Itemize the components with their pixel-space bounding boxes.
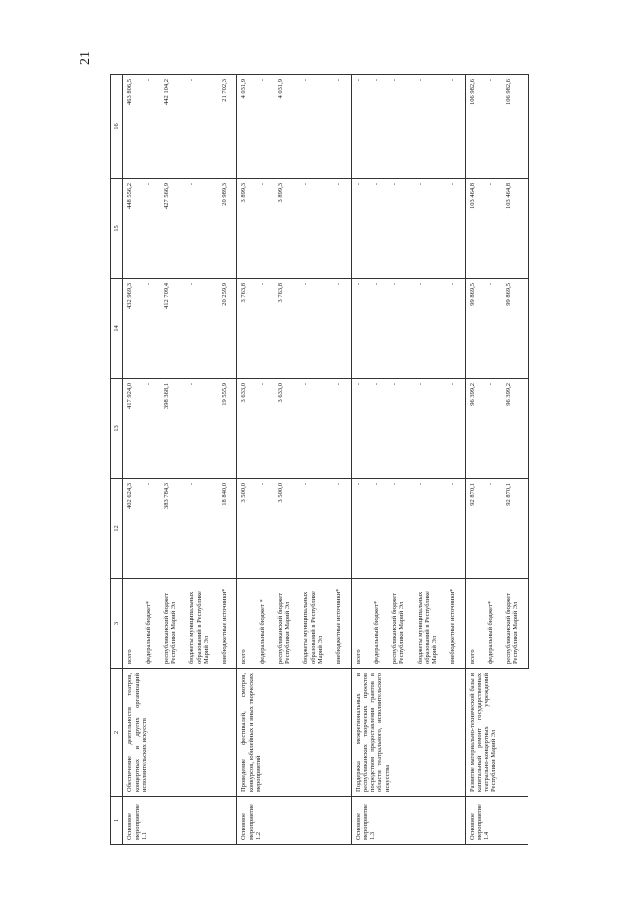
value-cell: - [484, 179, 502, 279]
funding-source: внебюджетные источники* [446, 579, 465, 669]
value-cell: 427 566,9 [160, 179, 186, 279]
value-cell: 3 763,8 [237, 279, 256, 379]
table-row [351, 75, 370, 845]
value-cell: - [414, 179, 447, 279]
funding-source: бюджеты муниципальных образований в Республике Марий Эл [185, 579, 218, 669]
col-num-3: 3 [111, 579, 123, 669]
value-cell: - [484, 279, 502, 379]
value-cell: - [388, 479, 414, 579]
activity-name: Обеспечение деятельности театров, концертных и других организаций исполнительских искусств [123, 669, 237, 797]
value-cell: 19 555,9 [218, 379, 237, 479]
value-cell: - [142, 379, 160, 479]
activity-code: Основное мероприятие 1.1 [123, 797, 237, 845]
value-cell: - [256, 379, 274, 479]
col-num-2: 2 [111, 669, 123, 797]
value-cell: 20 989,3 [218, 179, 237, 279]
value-cell: 99 869,5 [465, 279, 484, 379]
value-cell: 417 924,0 [123, 379, 142, 479]
value-cell: - [142, 279, 160, 379]
funding-source: бюджеты муниципальных образований в Республике Марий Эл [299, 579, 332, 669]
activity-name: Развитие материально-технической базы и капитальный ремонт государственных театрально-концертных учреждений Республики Марий Эл [465, 669, 528, 797]
value-cell: - [388, 279, 414, 379]
value-cell: - [142, 479, 160, 579]
value-cell: - [185, 479, 218, 579]
value-cell: 3 633,0 [237, 379, 256, 479]
activity-name: Проведение фестивалей, смотров, конкурсов, юбилейных и иных творческих мероприятий [237, 669, 351, 797]
budget-table [110, 74, 529, 845]
value-cell: - [414, 75, 447, 179]
value-cell: - [142, 179, 160, 279]
value-cell: - [388, 75, 414, 179]
funding-source: республиканский бюджет Республики Марий Эл [502, 579, 528, 669]
value-cell: - [446, 279, 465, 379]
value-cell: - [332, 75, 351, 179]
value-cell: 3 500,0 [237, 479, 256, 579]
value-cell: - [351, 279, 370, 379]
value-cell: - [414, 479, 447, 579]
table-row [465, 75, 484, 845]
value-cell: 99 869,5 [502, 279, 528, 379]
value-cell: 103 464,8 [502, 179, 528, 279]
value-cell: 442 104,2 [160, 75, 186, 179]
value-cell: 448 556,2 [123, 179, 142, 279]
activity-name: Поддержка межрегиональных и республиканских творческих проектов посредством предоставления грантов в области театрального, исполнительского искусства [351, 669, 465, 797]
funding-source: внебюджетные источники* [218, 579, 237, 669]
value-cell: - [332, 279, 351, 379]
funding-source: внебюджетные источники* [332, 579, 351, 669]
funding-source: республиканский бюджет Республики Марий Эл [388, 579, 414, 669]
value-cell: - [484, 75, 502, 179]
value-cell: 21 702,3 [218, 75, 237, 179]
value-cell: - [256, 279, 274, 379]
funding-source: федеральный бюджет* [370, 579, 388, 669]
value-cell: 4 031,9 [237, 75, 256, 179]
value-cell: 3 899,3 [274, 179, 300, 279]
value-cell: 18 840,0 [218, 479, 237, 579]
value-cell: - [332, 479, 351, 579]
value-cell: - [414, 279, 447, 379]
value-cell: 92 870,1 [465, 479, 484, 579]
value-cell: 4 031,9 [274, 75, 300, 179]
value-cell: 92 870,1 [502, 479, 528, 579]
value-cell: 103 464,8 [465, 179, 484, 279]
value-cell: - [370, 179, 388, 279]
funding-source: федеральный бюджет* [484, 579, 502, 669]
value-cell: - [370, 75, 388, 179]
value-cell: - [185, 379, 218, 479]
value-cell: - [446, 479, 465, 579]
value-cell: - [446, 75, 465, 179]
col-num-13: 13 [111, 379, 123, 479]
activity-code: Основное мероприятие 1.3 [351, 797, 465, 845]
value-cell: - [332, 179, 351, 279]
value-cell: 3 500,0 [274, 479, 300, 579]
col-num-16: 16 [111, 75, 123, 179]
value-cell: 96 399,2 [465, 379, 484, 479]
funding-source: всего [351, 579, 370, 669]
value-cell: - [299, 479, 332, 579]
value-cell: - [185, 279, 218, 379]
value-cell: - [332, 379, 351, 479]
value-cell: - [299, 179, 332, 279]
value-cell: - [256, 75, 274, 179]
value-cell: - [299, 379, 332, 479]
value-cell: - [446, 179, 465, 279]
table-row [237, 75, 256, 845]
funding-source: федеральный бюджет * [256, 579, 274, 669]
value-cell: 383 784,3 [160, 479, 186, 579]
value-cell: - [446, 379, 465, 479]
value-cell: - [414, 379, 447, 479]
value-cell: - [484, 479, 502, 579]
col-num-1: 1 [111, 797, 123, 845]
value-cell: 20 259,9 [218, 279, 237, 379]
value-cell: - [185, 75, 218, 179]
value-cell: - [484, 379, 502, 479]
value-cell: - [370, 479, 388, 579]
value-cell: - [370, 379, 388, 479]
value-cell: 106 982,6 [502, 75, 528, 179]
funding-source: бюджеты муниципальных образований в Республике Марий Эл [414, 579, 447, 669]
value-cell: - [299, 279, 332, 379]
value-cell: - [388, 379, 414, 479]
value-cell: 3 899,3 [237, 179, 256, 279]
value-cell: - [370, 279, 388, 379]
value-cell: - [351, 479, 370, 579]
value-cell: - [256, 479, 274, 579]
value-cell: 3 763,8 [274, 279, 300, 379]
rotated-table-wrapper [110, 75, 550, 845]
value-cell: 412 709,4 [160, 279, 186, 379]
activity-code: Основное мероприятие 1.2 [237, 797, 351, 845]
value-cell: - [299, 75, 332, 179]
value-cell: - [351, 179, 370, 279]
funding-source: всего [465, 579, 484, 669]
funding-source: всего [237, 579, 256, 669]
value-cell: 3 633,0 [274, 379, 300, 479]
funding-source: федеральный бюджет* [142, 579, 160, 669]
value-cell: - [351, 379, 370, 479]
table-row [123, 75, 142, 845]
value-cell: 398 368,1 [160, 379, 186, 479]
col-num-15: 15 [111, 179, 123, 279]
value-cell: 463 806,5 [123, 75, 142, 179]
col-num-14: 14 [111, 279, 123, 379]
page-number: 21 [78, 51, 93, 65]
funding-source: республиканский бюджет Республики Марий Эл [274, 579, 300, 669]
activity-code: Основное мероприятие 1.4 [465, 797, 528, 845]
value-cell: 106 982,6 [465, 75, 484, 179]
value-cell: - [185, 179, 218, 279]
col-num-12: 12 [111, 479, 123, 579]
funding-source: всего [123, 579, 142, 669]
column-number-row [111, 75, 123, 845]
value-cell: 402 624,3 [123, 479, 142, 579]
value-cell: 432 969,3 [123, 279, 142, 379]
funding-source: республиканский бюджет Республики Марий Эл [160, 579, 186, 669]
value-cell: - [256, 179, 274, 279]
value-cell: - [142, 75, 160, 179]
value-cell: 96 399,2 [502, 379, 528, 479]
value-cell: - [388, 179, 414, 279]
value-cell: - [351, 75, 370, 179]
